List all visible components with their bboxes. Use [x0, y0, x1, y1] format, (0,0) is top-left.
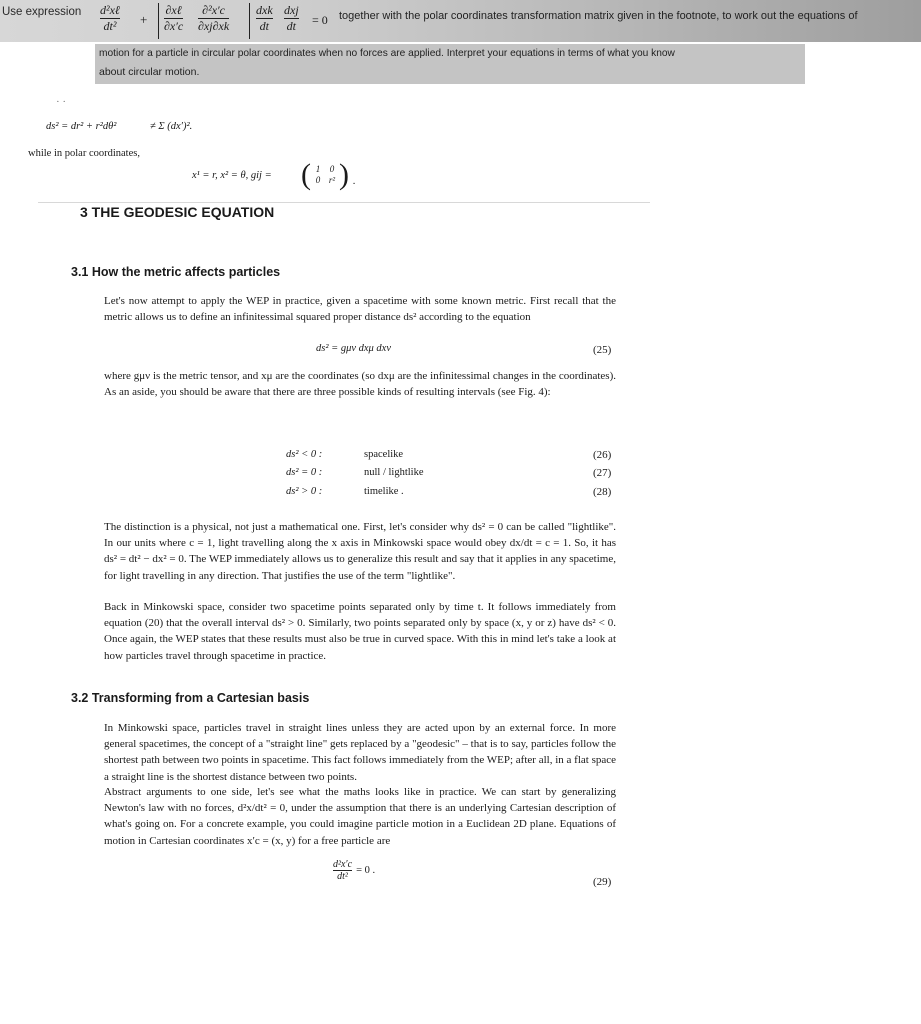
paragraph: Back in Minkowski space, consider two spacetime points separated only by time t. It follows immediately from equation (20) that the overall interval ds² > 0. Similarly, two points separated only by space (x, y or z) have ds² < 0. Once again, the WEP states that these results must also be true in curved space. With this in mind let's take a look at how particles travel through spacetime in practice.	[104, 601, 616, 662]
subsection-title-3-2: 3.2 Transforming from a Cartesian basis	[71, 691, 310, 705]
fraction-denominator: dt²	[337, 871, 348, 882]
interval-condition: ds² = 0 :	[286, 467, 323, 478]
question-fraction-2	[164, 4, 183, 33]
question-fraction-4	[256, 4, 273, 33]
fraction-denominator: dt²	[103, 19, 117, 33]
interval-kind: spacelike	[364, 449, 404, 460]
fraction-denominator: ∂xj∂xk	[198, 19, 230, 33]
equation-number: (27)	[593, 467, 612, 479]
paragraph: In Minkowski space, particles travel in straight lines unless they are acted upon by an external force. In more general spacetimes, the concept of a "straight line" gets replaced by a "geodesic" – that is to say, particles follow the shortest path between two points in spacetime. This fact follows immediately from the WEP; after all, in a flat space a straight line is the shortest distance between two points.	[104, 722, 616, 783]
interval-kind: timelike .	[364, 486, 404, 497]
polar-coordinates-definition: x¹ = r, x² = θ, gij =	[192, 170, 272, 181]
left-paren: (	[301, 158, 311, 191]
fraction-numerator: d²x′c	[333, 859, 353, 870]
equation-number: (26)	[593, 449, 612, 461]
paragraph: The distinction is a physical, not just a mathematical one. First, let's consider why ds² = 0 can be called "lightlike". In our units where c = 1, light travelling along the x axis in Minkowski space would obey dx/dt = c = 1. So, it has ds² = dt² − dx² = 0. The WEP immediately allows us to generalize this result and say that it applies in any spacetime, for light travelling in any direction. That justifies the use of the term "lightlike".	[104, 521, 616, 582]
equation-29	[333, 859, 375, 882]
paragraph: Let's now attempt to apply the WEP in practice, given a spacetime with some known metric. First recall that the metric allows us to define an infinitessimal squared proper distance ds² according to the equation	[104, 295, 616, 324]
fraction-numerator: dxj	[284, 3, 299, 17]
right-paren: )	[339, 158, 349, 191]
question-text-line-3: about circular motion.	[99, 66, 200, 78]
equation-25: ds² = gμν dxμ dxν	[316, 343, 392, 354]
question-label: Use expression	[2, 6, 82, 18]
matrix-entry: 0	[329, 164, 335, 174]
fraction-numerator: ∂xℓ	[165, 3, 182, 17]
polar-metric-equation: ds² = dr² + r²dθ²	[46, 121, 117, 132]
fraction-numerator: d²xℓ	[100, 3, 120, 17]
ellipsis-dots: · ·	[56, 96, 67, 108]
question-text-line-1: together with the polar coordinates transformation matrix given in the footnote, to work out the equations of	[339, 10, 858, 22]
question-fraction-5	[284, 4, 299, 33]
question-fraction-3	[198, 4, 229, 33]
paragraph: Abstract arguments to one side, let's see what the maths looks like in practice. We can start by generalizing Newton's law with no forces, d²x/dt² = 0, under the assumption that there is an underlying Cartesian description of what's going on. For a concrete example, you could imagine particle motion in a Euclidean 2D plane. Equations of motion in Cartesian coordinates x′c = (x, y) for a free particle are	[104, 786, 616, 847]
matrix-entry: r²	[328, 175, 336, 185]
matrix-entry: 0	[315, 175, 321, 185]
fraction-denominator: dt	[286, 19, 296, 33]
interval-condition: ds² < 0 :	[286, 449, 323, 460]
equals-zero: = 0	[312, 13, 328, 27]
equation-number: (25)	[593, 344, 612, 356]
equation-number: (29)	[593, 876, 612, 888]
polar-intro-text: while in polar coordinates,	[28, 148, 140, 159]
plus-sign: +	[140, 12, 148, 27]
question-fraction-1	[100, 4, 120, 33]
equation-rhs: = 0 .	[356, 865, 376, 876]
matrix-period: .	[353, 176, 356, 187]
paragraph: where gμν is the metric tensor, and xμ are the coordinates (so dxμ are the infinitessimal changes in the coordinates). As an aside, you should be aware that there are three possible kinds of resulting intervals (see Fig. 4):	[104, 370, 616, 399]
fraction-denominator: ∂x′c	[164, 19, 184, 33]
cartesian-sum-inequality: ≠ Σ (dx′)².	[150, 121, 193, 132]
fraction-denominator: dt	[259, 19, 269, 33]
fraction-numerator: ∂²x′c	[202, 3, 225, 17]
section-divider	[38, 202, 650, 203]
metric-matrix	[301, 160, 356, 190]
fraction-numerator: dxk	[256, 3, 273, 17]
subsection-title-3-1: 3.1 How the metric affects particles	[71, 265, 281, 279]
interval-kind: null / lightlike	[364, 467, 424, 478]
interval-condition: ds² > 0 :	[286, 486, 323, 497]
matrix-entry: 1	[315, 164, 321, 174]
question-text-line-2: motion for a particle in circular polar coordinates when no forces are applied. Interpret your equations in terms of what you know	[99, 48, 675, 59]
equation-number: (28)	[593, 486, 612, 498]
section-title: 3 THE GEODESIC EQUATION	[80, 204, 275, 220]
